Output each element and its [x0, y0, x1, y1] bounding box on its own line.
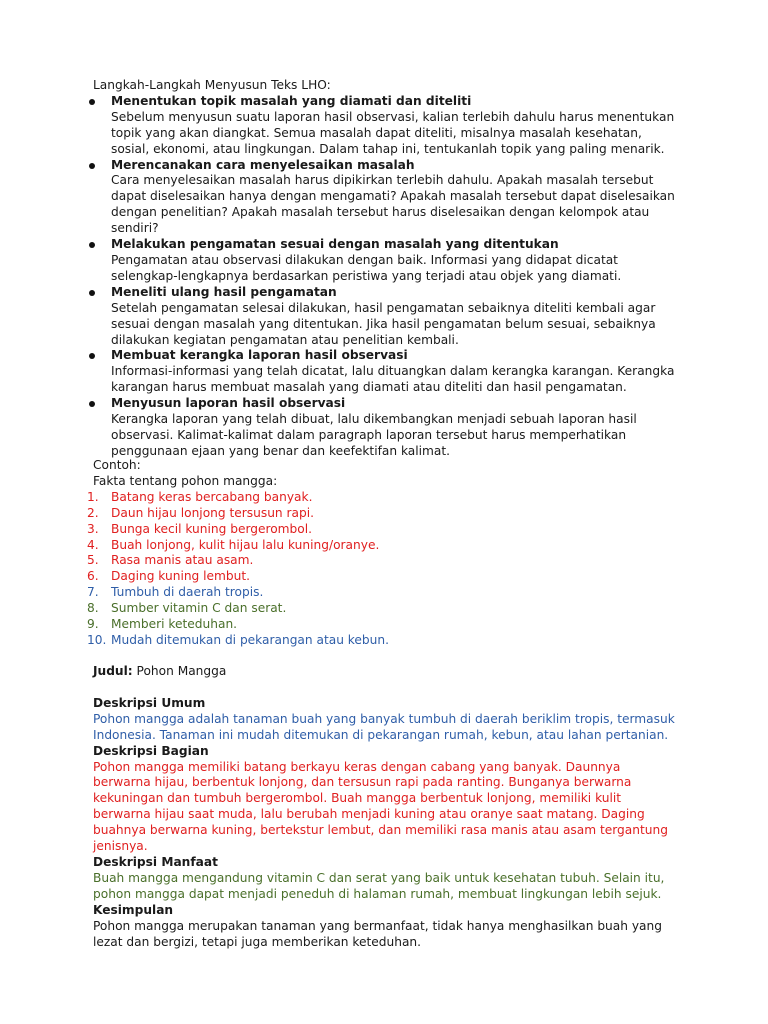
list-item [87, 601, 678, 617]
general-text: Pohon mangga adalah tanaman buah yang banyak tumbuh di daerah beriklim tropis, termasuk Indonesia. Tanaman ini mudah ditemukan di pekarangan rumah, kebun, atau lahan pertanian. [93, 711, 675, 742]
facts-list [87, 489, 678, 649]
fact-number: 6. [87, 569, 99, 584]
fact-number: 2. [87, 505, 99, 520]
steps-list [93, 94, 678, 460]
fact-text: Mudah ditemukan di pekarangan atau kebun. [111, 632, 389, 647]
general-heading: Deskripsi Umum [93, 695, 206, 710]
list-item [87, 569, 678, 585]
fact-number: 8. [87, 601, 99, 616]
step-title: Membuat kerangka laporan hasil observasi [111, 348, 408, 363]
spacer [93, 680, 678, 696]
steps-heading: Langkah-Langkah Menyusun Teks LHO: [93, 78, 331, 92]
step-title: Menentukan topik masalah yang diamati dan diteliti [111, 93, 472, 108]
step-body: Informasi-informasi yang telah dicatat, lalu dituangkan dalam kerangka karangan. Kerangka karangan harus membuat masalah yang diamati atau diteliti dan hasil pengamatan. [111, 364, 675, 395]
list-item [87, 553, 678, 569]
fact-text: Memberi keteduhan. [111, 617, 238, 632]
fact-number: 9. [87, 617, 99, 632]
fact-number: 3. [87, 521, 99, 536]
benefit-text: Buah mangga mengandung vitamin C dan serat yang baik untuk kesehatan tubuh. Selain itu, pohon mangga dapat menjadi peneduh di halaman rumah, membuat lingkungan lebih sejuk. [93, 870, 665, 901]
report-title-line [93, 664, 678, 680]
parts-text: Pohon mangga memiliki batang berkayu keras dengan cabang yang banyak. Daunnya berwarna hijau, berbentuk lonjong, dan tersusun rapi pada ranting. Bunganya berwarna kekuningan dan tumbuh bergerombol. Buah mangga berbentuk lonjong, memiliki kulit berwarna hijau saat muda, lalu berubah menjadi kuning atau oranye saat matang. Daging buahnya berwarna kuning, bertekstur lembut, dan memiliki rasa manis atau asam tergantung jenisnya. [93, 759, 668, 854]
step-body: Cara menyelesaikan masalah harus dipikirkan terlebih dahulu. Apakah masalah tersebut dapat diselesaikan hanya dengan mengamati? Apakah masalah tersebut dapat diselesaikan dengan penelitian? Apakah masalah tersebut harus diselesaikan dengan kelompok atau sendiri? [111, 173, 675, 236]
fact-text: Sumber vitamin C dan serat. [111, 601, 287, 616]
step-title: Merencanakan cara menyelesaikan masalah [111, 157, 415, 172]
list-item [87, 537, 678, 554]
fact-text: Bunga kecil kuning bergerombol. [111, 521, 312, 536]
step-title: Melakukan pengamatan sesuai dengan masalah yang ditentukan [111, 237, 559, 252]
fact-text: Tumbuh di daerah tropis. [111, 585, 264, 600]
list-item [93, 285, 678, 349]
fact-text: Daging kuning lembut. [111, 569, 251, 584]
list-item [93, 396, 678, 460]
fact-number: 4. [87, 537, 99, 552]
fact-text: Buah lonjong, kulit hijau lalu kuning/oranye. [111, 537, 380, 552]
list-item [93, 348, 678, 396]
fact-text: Batang keras bercabang banyak. [111, 489, 313, 504]
bullet-icon [89, 290, 95, 296]
title-value: Pohon Mangga [136, 664, 227, 678]
benefit-heading: Deskripsi Manfaat [93, 854, 218, 869]
example-section [87, 458, 678, 649]
list-item [87, 585, 678, 601]
steps-section [93, 78, 678, 460]
list-item [87, 632, 678, 649]
fact-number: 7. [87, 585, 99, 600]
list-item [93, 158, 678, 238]
list-item [87, 505, 678, 522]
fact-number: 10. [87, 632, 107, 647]
step-body: Pengamatan atau observasi dilakukan dengan baik. Informasi yang didapat dicatat selengkap-lengkapnya berdasarkan peristiwa yang terjadi atau objek yang diamati. [111, 252, 622, 283]
list-item [93, 94, 678, 158]
fact-number: 1. [87, 489, 99, 504]
title-label: Judul: [93, 664, 133, 678]
list-item [87, 521, 678, 538]
list-item [87, 617, 678, 633]
list-item [93, 237, 678, 285]
bullet-icon [89, 163, 95, 169]
facts-heading: Fakta tentang pohon mangga: [93, 473, 278, 488]
step-title: Menyusun laporan hasil observasi [111, 396, 346, 411]
bullet-icon [89, 401, 95, 407]
conclusion-heading: Kesimpulan [93, 902, 174, 917]
step-body: Kerangka laporan yang telah dibuat, lalu dikembangkan menjadi sebuah laporan hasil observasi. Kalimat-kalimat dalam paragraph laporan tersebut harus memperhatikan penggunaan ejaan yang benar dan keefektifan kalimat. [111, 412, 637, 458]
step-title: Meneliti ulang hasil pengamatan [111, 284, 337, 299]
parts-heading: Deskripsi Bagian [93, 743, 209, 758]
report-section [93, 664, 678, 950]
bullet-icon [89, 242, 95, 248]
bullet-icon [89, 99, 95, 105]
fact-text: Daun hijau lonjong tersusun rapi. [111, 505, 314, 520]
example-label: Contoh: [93, 458, 141, 472]
fact-number: 5. [87, 553, 99, 568]
step-body: Sebelum menyusun suatu laporan hasil observasi, kalian terlebih dahulu harus menentukan topik yang akan diangkat. Semua masalah dapat diteliti, misalnya masalah kesehatan, sosial, ekonomi, atau lingkungan. Dalam tahap ini, tentukanlah topik yang paling menarik. [111, 109, 675, 156]
list-item [87, 489, 678, 506]
conclusion-text: Pohon mangga merupakan tanaman yang bermanfaat, tidak hanya menghasilkan buah yang lezat dan bergizi, tetapi juga memberikan keteduhan. [93, 918, 662, 949]
bullet-icon [89, 353, 95, 359]
fact-text: Rasa manis atau asam. [111, 553, 254, 568]
step-body: Setelah pengamatan selesai dilakukan, hasil pengamatan sebaiknya diteliti kembali agar sesuai dengan masalah yang ditentukan. Jika hasil pengamatan belum sesuai, sebaiknya dilakukan kegiatan pengamatan atau penelitian kembali. [111, 300, 656, 347]
